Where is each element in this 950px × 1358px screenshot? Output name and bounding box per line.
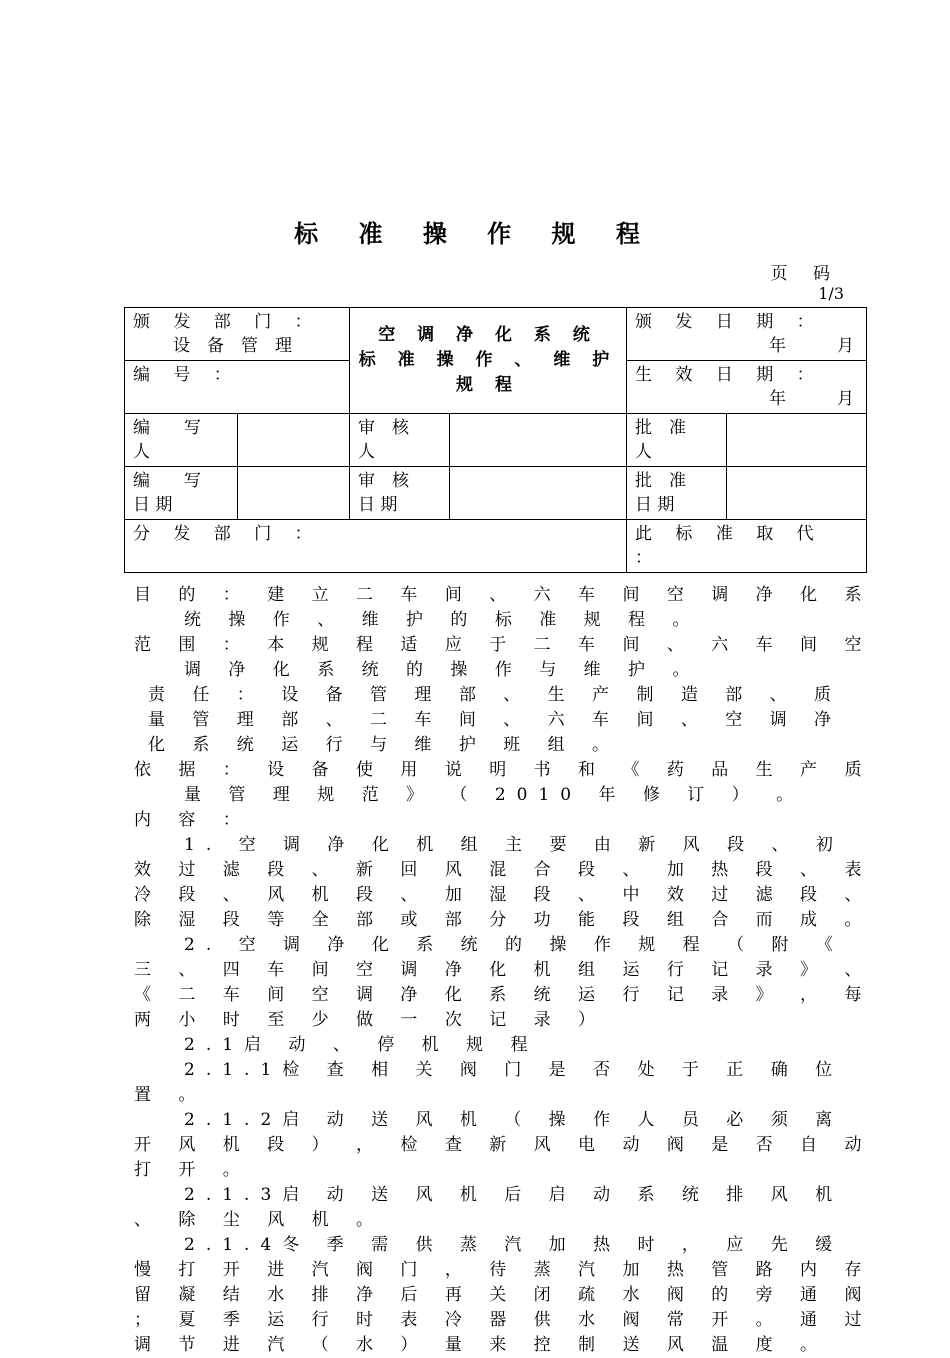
approver-label-2: 人	[635, 442, 653, 462]
basis-paragraph: 依 据 ： 设 备 使 用 说 明 书 和 《 药 品 生 产 质 量 管 理 规 范 》 （ 2010 年 修 订 ） 。	[134, 760, 873, 805]
distribution-cell	[125, 520, 627, 573]
effective-date-value: 年 月	[769, 389, 855, 409]
contents-label: 内 容 ：	[134, 810, 251, 830]
reviewer-label-1: 审 核	[358, 418, 409, 438]
reviewer-label-2: 人	[358, 442, 375, 462]
responsibility-paragraph: 责 任 ： 设 备 管 理 部 、 生 产 制 造 部 、 质 量 管 理 部 、 二 车 间 、 六 车 间 、 空 调 净 化 系 统 运 行 与 维 护 班 组 。	[148, 685, 843, 755]
purpose-paragraph: 目 的 ： 建 立 二 车 间 、 六 车 间 空 调 净 化 系 统 操 作 、 维 护 的 标 准 规 程 。	[134, 585, 873, 630]
write-date-label-cell	[125, 467, 238, 520]
document-title: 标 准 操 作 规 程	[294, 219, 656, 248]
issue-date-label: 颁 发 日 期 ：	[635, 312, 823, 332]
page-number: 1/3	[818, 284, 844, 303]
item-1: 1. 空 调 净 化 机 组 主 要 由 新 风 段 、 初 效 过 滤 段 、 新 回 风 混 合 段 、 加 热 段 、 表 冷 段 、 风 机 段 、 加 湿 段 、 中 效 过 滤 段 、 除 湿 段 等 全 部 或 部 分 功 能 段 组 合 而 成 。	[134, 835, 873, 930]
review-date-label-2: 日 期	[358, 495, 398, 515]
effective-date-cell	[627, 361, 867, 414]
writer-label-2: 人	[133, 442, 150, 462]
doc-title-line2: 标 准 操 作 、 维 护	[358, 350, 618, 370]
replaces-cell	[627, 520, 867, 573]
approve-date-label-1: 批 准	[635, 471, 687, 491]
issue-dept-label: 颁 发 部 门 ：	[133, 312, 321, 332]
page-label: 页 码	[770, 264, 840, 284]
scope-paragraph: 范 围 ： 本 规 程 适 应 于 二 车 间 、 六 车 间 空 调 净 化 系 统 的 操 作 与 维 护 。	[134, 635, 873, 680]
item-2-1: 2.1启 动 、 停 机 规 程	[184, 1035, 539, 1055]
doc-no-cell	[125, 361, 350, 414]
writer-label-1: 编 写	[133, 418, 201, 438]
issue-dept-cell	[125, 308, 350, 361]
reviewer-value-cell	[450, 414, 627, 467]
review-date-value-cell	[450, 467, 627, 520]
item-2-1-1: 2.1.1检 查 相 关 阀 门 是 否 处 于 正 确 位 置 。	[134, 1060, 844, 1105]
issue-date-cell	[627, 308, 867, 361]
approve-date-label-2: 日 期	[635, 495, 675, 515]
issue-dept-value: 设 备 管 理	[173, 336, 292, 356]
doc-title-line1: 空 调 净 化 系 统	[378, 325, 598, 345]
header-table	[124, 307, 867, 573]
approve-date-label-cell	[627, 467, 727, 520]
item-2-1-2: 2.1.2启 动 送 风 机 （ 操 作 人 员 必 须 离 开 风 机 段 ） ， 检 查 新 风 电 动 阀 是 否 自 动 打 开 。	[134, 1110, 873, 1180]
item-2: 2. 空 调 净 化 系 统 的 操 作 规 程 （ 附 《 三 、 四 车 间 空 调 净 化 机 组 运 行 记 录 》 、 《 二 车 间 空 调 净 化 系 统 运 行 记 录 》 ， 每 两 小 时 至 少 做 一 次 记 录 ）	[134, 935, 873, 1030]
write-date-label-2: 日 期	[133, 495, 173, 515]
writer-label-cell	[125, 414, 238, 467]
distribution-label: 分 发 部 门 ：	[133, 524, 321, 544]
writer-value-cell	[238, 414, 350, 467]
replaces-label: 此 标 准 取 代 ：	[635, 524, 823, 568]
item-2-1-3: 2.1.3启 动 送 风 机 后 启 动 系 统 排 风 机 、 除 尘 风 机 。	[134, 1185, 844, 1230]
issue-date-value: 年 月	[769, 336, 855, 356]
approver-value-cell	[727, 414, 867, 467]
effective-date-label: 生 效 日 期 ：	[635, 365, 823, 385]
approver-label-1: 批 准	[635, 418, 687, 438]
review-date-label-cell	[350, 467, 450, 520]
reviewer-label-cell	[350, 414, 450, 467]
doc-title-cell	[350, 308, 627, 414]
item-2-1-4: 2.1.4冬 季 需 供 蒸 汽 加 热 时 ， 应 先 缓 慢 打 开 进 汽 阀 门 ， 待 蒸 汽 加 热 管 路 内 存 留 凝 结 水 排 净 后 再 关 闭 疏 水 阀 的 旁 通 阀 ； 夏 季 运 行 时 表 冷 器 供 水 阀 常 开 。 通 过 调 节 进 汽 （ 水 ） 量 来 控 制 送 风 温 度 。	[134, 1235, 873, 1355]
approve-date-value-cell	[727, 467, 867, 520]
doc-no-label: 编 号 ：	[133, 365, 240, 385]
review-date-label-1: 审 核	[358, 471, 409, 491]
doc-title-line3: 规 程	[456, 375, 520, 395]
approver-label-cell	[627, 414, 727, 467]
write-date-value-cell	[238, 467, 350, 520]
write-date-label-1: 编 写	[133, 471, 201, 491]
content-body	[134, 583, 874, 1358]
